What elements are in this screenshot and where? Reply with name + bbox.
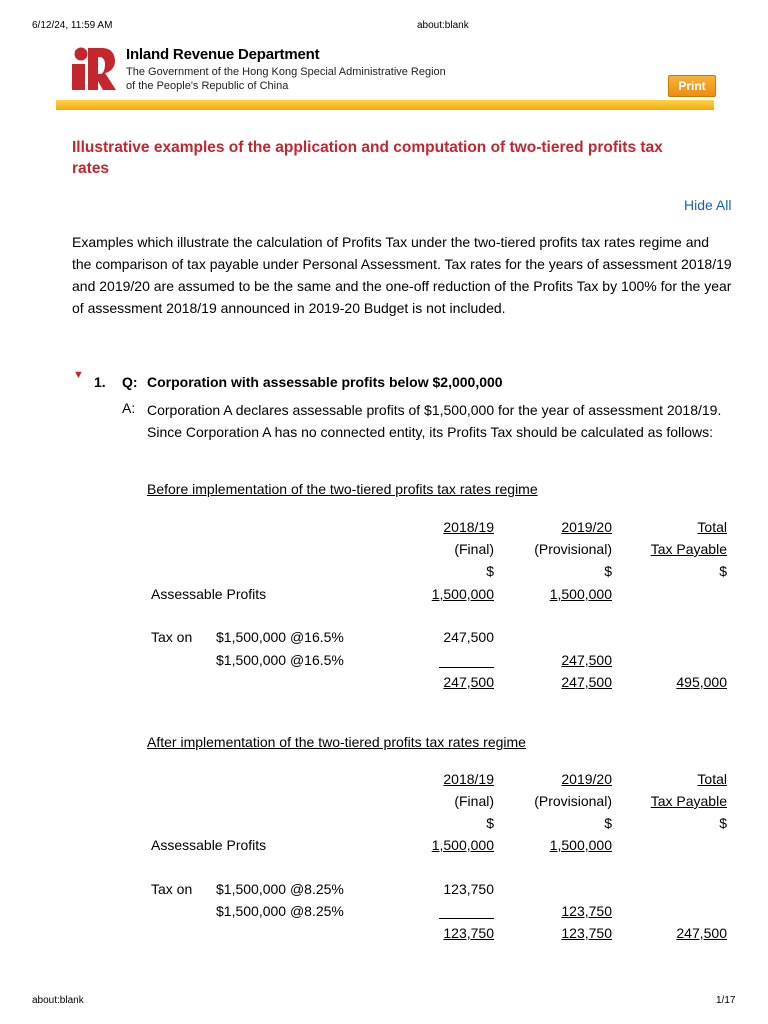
answer-label: A: — [122, 400, 136, 416]
ird-logo-icon — [72, 45, 116, 91]
tax-line1-2018: 247,500 — [443, 629, 494, 645]
tax-sum-2019: 123,750 — [561, 925, 612, 941]
col-total-sub: Tax Payable — [650, 793, 727, 809]
col-2018-year: 2018/19 — [443, 519, 494, 535]
question-text[interactable]: Corporation with assessable profits below $2,000,000 — [147, 374, 503, 390]
tax-on-label: Tax on — [151, 881, 193, 897]
col-2019-currency: $ — [604, 563, 612, 579]
print-button[interactable]: Print — [668, 75, 716, 97]
col-total-currency: $ — [719, 815, 727, 831]
blank-underline — [439, 667, 494, 668]
col-2019-status: (Provisional) — [534, 793, 612, 809]
question-label: Q: — [122, 374, 138, 390]
col-2018-status: (Final) — [454, 793, 494, 809]
tax-line1-desc: $1,500,000 @16.5% — [216, 629, 344, 645]
print-url-bottom: about:blank — [32, 995, 84, 1006]
tax-line2-2019: 123,750 — [561, 903, 612, 919]
table-after-heading: After implementation of the two-tiered profits tax rates regime — [147, 734, 526, 750]
intro-paragraph: Examples which illustrate the calculation of Profits Tax under the two-tiered profits tax rates regime and the comparison of tax payable under Personal Assessment. Tax rates for the years of assessment 2018/19 and 2019/20 are assumed to be the same and the one-off reduction of the Profits Tax by 100% for the year of assessment 2018/19 announced in 2019-20 Budget is not included. — [72, 234, 732, 316]
org-subtitle-line2: of the People's Republic of China — [126, 80, 289, 92]
answer-text: Corporation A declares assessable profits of $1,500,000 for the year of assessment 2018/19. Since Corporation A has no connected entity, its Profits Tax should be calculated as follows: — [147, 402, 722, 440]
ird-logo — [72, 45, 116, 91]
org-subtitle-line1: The Government of the Hong Kong Special Administrative Region — [126, 66, 446, 78]
col-2018-year: 2018/19 — [443, 771, 494, 787]
col-total-head: Total — [697, 771, 727, 787]
question-number: 1. — [94, 374, 106, 390]
assessable-profits-2019: 1,500,000 — [549, 837, 612, 853]
tax-sum-2018: 123,750 — [443, 925, 494, 941]
assessable-profits-label: Assessable Profits — [151, 586, 267, 602]
col-2019-currency: $ — [604, 815, 612, 831]
tax-on-label: Tax on — [151, 629, 193, 645]
tax-line1-desc: $1,500,000 @8.25% — [216, 881, 344, 897]
assessable-profits-2018: 1,500,000 — [431, 586, 494, 602]
tax-sum-2018: 247,500 — [443, 674, 494, 690]
hide-all-link[interactable]: Hide All — [684, 197, 732, 213]
tax-line1-2018: 123,750 — [443, 881, 494, 897]
assessable-profits-2018: 1,500,000 — [431, 837, 494, 853]
blank-underline — [439, 918, 494, 919]
col-2018-currency: $ — [486, 815, 494, 831]
tax-total: 495,000 — [676, 674, 727, 690]
print-page-count: 1/17 — [716, 995, 736, 1006]
col-total-head: Total — [697, 519, 727, 535]
tax-line2-2019: 247,500 — [561, 652, 612, 668]
page-title: Illustrative examples of the application and computation of two-tiered profits tax rates — [72, 139, 663, 177]
tax-total: 247,500 — [676, 925, 727, 941]
org-name: Inland Revenue Department — [126, 46, 320, 63]
collapse-triangle-icon[interactable]: ▼ — [73, 369, 84, 381]
tax-line2-desc: $1,500,000 @8.25% — [216, 903, 344, 919]
print-url-top: about:blank — [417, 20, 469, 31]
table-before-heading: Before implementation of the two-tiered profits tax rates regime — [147, 481, 538, 497]
col-2018-status: (Final) — [454, 541, 494, 557]
tax-sum-2019: 247,500 — [561, 674, 612, 690]
col-total-sub: Tax Payable — [650, 541, 727, 557]
col-2019-year: 2019/20 — [561, 519, 612, 535]
col-2018-currency: $ — [486, 563, 494, 579]
header-divider-bar — [56, 100, 714, 110]
assessable-profits-label: Assessable Profits — [151, 837, 267, 853]
tax-line2-desc: $1,500,000 @16.5% — [216, 652, 344, 668]
assessable-profits-2019: 1,500,000 — [549, 586, 612, 602]
print-datetime: 6/12/24, 11:59 AM — [32, 20, 113, 31]
col-total-currency: $ — [719, 563, 727, 579]
col-2019-year: 2019/20 — [561, 771, 612, 787]
col-2019-status: (Provisional) — [534, 541, 612, 557]
